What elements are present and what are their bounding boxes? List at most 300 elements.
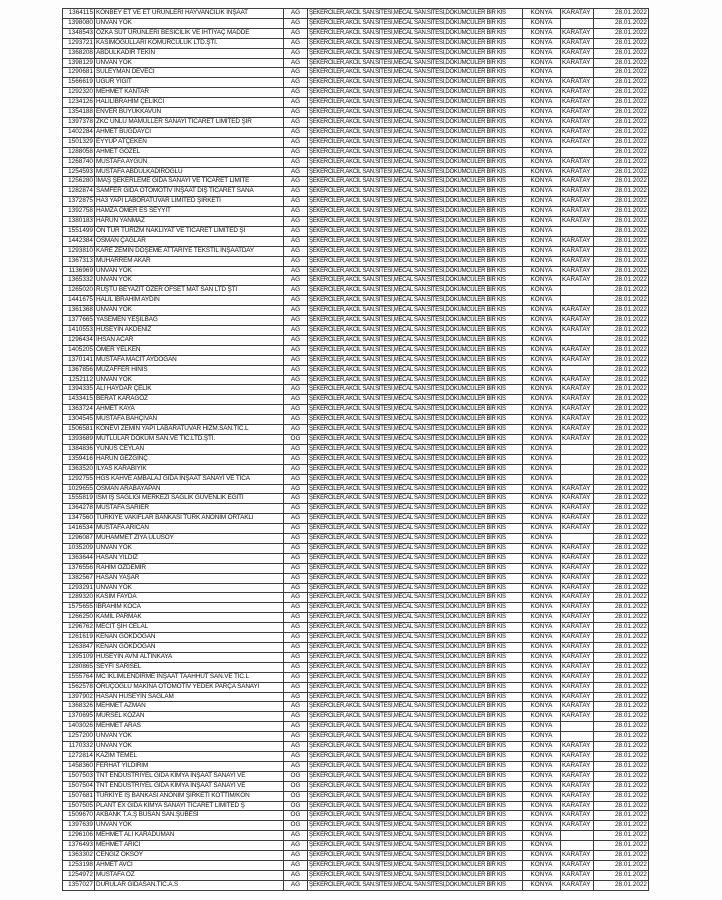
cell-code: AG [284, 742, 308, 752]
cell-code: AG [284, 266, 308, 276]
cell-district [561, 534, 594, 544]
cell-registry-id: 1403026 [63, 722, 95, 732]
cell-province: KONYA [523, 425, 561, 435]
cell-registry-id: 1289320 [63, 593, 95, 603]
cell-district: KARATAY [561, 682, 594, 692]
cell-province: KONYA [523, 415, 561, 425]
cell-code: AG [284, 365, 308, 375]
cell-code: AG [284, 415, 308, 425]
cell-district [561, 841, 594, 851]
cell-registry-id: 1263847 [63, 643, 95, 653]
cell-registry-id: 1441675 [63, 296, 95, 306]
cell-province: KONYA [523, 662, 561, 672]
cell-date: 28.01.2022 [594, 28, 649, 38]
cell-name: MECİT ŞIH CELAL [95, 623, 284, 633]
cell-province: KONYA [523, 553, 561, 563]
table-row [63, 187, 649, 197]
cell-district: KARATAY [561, 345, 594, 355]
cell-site: ŞEKERCİLER,AKCİL SAN.SİTESİ,MECAL SAN.SİTESİ,DÖKÜMCÜLER BİR KIS [308, 236, 523, 246]
cell-name: ÖN TUR TURİZM NAKLİYAT VE TİCARET LİMİTED Şİ [95, 226, 284, 236]
cell-code: AG [284, 38, 308, 48]
cell-name: HA3 YAPI LABORATUVAR LİMİTED ŞİRKETİ [95, 197, 284, 207]
cell-name: AHMET BUĞDAYCI [95, 127, 284, 137]
cell-name: KENAN GÖKDOĞAN [95, 633, 284, 643]
cell-name: HÜSEYİN AKDENİZ [95, 326, 284, 336]
cell-code: AG [284, 78, 308, 88]
cell-code: AG [284, 18, 308, 28]
cell-province: KONYA [523, 355, 561, 365]
cell-code: AG [284, 127, 308, 137]
table-row [63, 692, 649, 702]
cell-registry-id: 1136969 [63, 266, 95, 276]
cell-date: 28.01.2022 [594, 672, 649, 682]
cell-site: ŞEKERCİLER,AKCİL SAN.SİTESİ,MECAL SAN.SİTESİ,DÖKÜMCÜLER BİR KIS [308, 117, 523, 127]
cell-name: KENAN GÖKDOĞAN [95, 643, 284, 653]
cell-registry-id: 1410553 [63, 326, 95, 336]
cell-name: MEHMET ARICI [95, 841, 284, 851]
cell-province: KONYA [523, 58, 561, 68]
cell-registry-id: 1293810 [63, 246, 95, 256]
cell-registry-id: 1266250 [63, 613, 95, 623]
cell-registry-id: 1402284 [63, 127, 95, 137]
cell-date: 28.01.2022 [594, 157, 649, 167]
cell-district: KARATAY [561, 415, 594, 425]
cell-date: 28.01.2022 [594, 207, 649, 217]
cell-date: 28.01.2022 [594, 870, 649, 880]
cell-name: YUNUS CEYLAN [95, 444, 284, 454]
cell-name: TÜRKİYE İŞ BANKASI ANONİM ŞİRKETİ KOTTİM/KON [95, 791, 284, 801]
cell-site: ŞEKERCİLER,AKCİL SAN.SİTESİ,MECAL SAN.SİTESİ,DÖKÜMCÜLER BİR KIS [308, 474, 523, 484]
cell-date: 28.01.2022 [594, 306, 649, 316]
cell-site: ŞEKERCİLER,AKCİL SAN.SİTESİ,MECAL SAN.SİTESİ,DÖKÜMCÜLER BİR KIS [308, 563, 523, 573]
table-row [63, 296, 649, 306]
table-row [63, 38, 649, 48]
cell-name: PLANT EX GIDA KİMYA SANAYİ TİCARET LİMİTED Ş [95, 801, 284, 811]
cell-site: ŞEKERCİLER,AKCİL SAN.SİTESİ,MECAL SAN.SİTESİ,DÖKÜMCÜLER BİR KIS [308, 68, 523, 78]
cell-district: KARATAY [561, 9, 594, 19]
table-row [63, 246, 649, 256]
cell-name: UNVAN YOK [95, 732, 284, 742]
cell-date: 28.01.2022 [594, 266, 649, 276]
cell-name: MUSTAFA SARIER [95, 504, 284, 514]
cell-name: KASIM FAYDA [95, 593, 284, 603]
table-row [63, 484, 649, 494]
cell-registry-id: 1268740 [63, 157, 95, 167]
cell-site: ŞEKERCİLER,AKCİL SAN.SİTESİ,MECAL SAN.SİTESİ,DÖKÜMCÜLER BİR KIS [308, 276, 523, 286]
cell-province: KONYA [523, 851, 561, 861]
cell-province: KONYA [523, 98, 561, 108]
cell-registry-id: 1376493 [63, 841, 95, 851]
cell-date: 28.01.2022 [594, 831, 649, 841]
cell-site: ŞEKERCİLER,AKCİL SAN.SİTESİ,MECAL SAN.SİTESİ,DÖKÜMCÜLER BİR KIS [308, 296, 523, 306]
cell-name: MUSTAFA AYGÜN [95, 157, 284, 167]
cell-site: ŞEKERCİLER,AKCİL SAN.SİTESİ,MECAL SAN.SİTESİ,DÖKÜMCÜLER BİR KIS [308, 742, 523, 752]
cell-code: AG [284, 207, 308, 217]
cell-registry-id: 1416534 [63, 524, 95, 534]
cell-code: OG [284, 801, 308, 811]
cell-name: ENVER BÜYÜKKAVUN [95, 108, 284, 118]
cell-province: KONYA [523, 38, 561, 48]
cell-date: 28.01.2022 [594, 286, 649, 296]
table-row [63, 226, 649, 236]
cell-date: 28.01.2022 [594, 38, 649, 48]
cell-registry-id: 1397902 [63, 692, 95, 702]
cell-district: KARATAY [561, 256, 594, 266]
cell-site: ŞEKERCİLER,AKCİL SAN.SİTESİ,MECAL SAN.SİTESİ,DÖKÜMCÜLER BİR KIS [308, 603, 523, 613]
table-row [63, 88, 649, 98]
cell-registry-id: 1290681 [63, 68, 95, 78]
cell-name: SÜLEYMAN DEVECİ [95, 68, 284, 78]
cell-name: UNVAN YOK [95, 543, 284, 553]
cell-province: KONYA [523, 603, 561, 613]
table-row [63, 751, 649, 761]
cell-province: KONYA [523, 454, 561, 464]
cell-site: ŞEKERCİLER,AKCİL SAN.SİTESİ,MECAL SAN.SİTESİ,DÖKÜMCÜLER BİR KIS [308, 88, 523, 98]
cell-site: ŞEKERCİLER,AKCİL SAN.SİTESİ,MECAL SAN.SİTESİ,DÖKÜMCÜLER BİR KIS [308, 9, 523, 19]
cell-code: AG [284, 643, 308, 653]
cell-code: AG [284, 137, 308, 147]
cell-site: ŞEKERCİLER,AKCİL SAN.SİTESİ,MECAL SAN.SİTESİ,DÖKÜMCÜLER BİR KIS [308, 851, 523, 861]
cell-province: KONYA [523, 860, 561, 870]
cell-province: KONYA [523, 742, 561, 752]
cell-registry-id: 1256280 [63, 177, 95, 187]
cell-province: KONYA [523, 345, 561, 355]
cell-province: KONYA [523, 326, 561, 336]
cell-province: KONYA [523, 781, 561, 791]
cell-registry-id: 1370141 [63, 355, 95, 365]
cell-site: ŞEKERCİLER,AKCİL SAN.SİTESİ,MECAL SAN.SİTESİ,DÖKÜMCÜLER BİR KIS [308, 543, 523, 553]
cell-date: 28.01.2022 [594, 127, 649, 137]
cell-date: 28.01.2022 [594, 385, 649, 395]
table-row [63, 48, 649, 58]
cell-district: KARATAY [561, 98, 594, 108]
cell-district: KARATAY [561, 28, 594, 38]
cell-code: AG [284, 652, 308, 662]
cell-site: ŞEKERCİLER,AKCİL SAN.SİTESİ,MECAL SAN.SİTESİ,DÖKÜMCÜLER BİR KIS [308, 484, 523, 494]
table-row [63, 811, 649, 821]
cell-district: KARATAY [561, 633, 594, 643]
cell-province: KONYA [523, 9, 561, 19]
cell-district [561, 732, 594, 742]
cell-district: KARATAY [561, 236, 594, 246]
table-row [63, 58, 649, 68]
cell-registry-id: 1296762 [63, 623, 95, 633]
cell-date: 28.01.2022 [594, 68, 649, 78]
cell-registry-id: 1384836 [63, 444, 95, 454]
cell-province: KONYA [523, 583, 561, 593]
cell-name: KAZIM TEMEL [95, 751, 284, 761]
cell-date: 28.01.2022 [594, 425, 649, 435]
cell-code: AG [284, 504, 308, 514]
cell-date: 28.01.2022 [594, 375, 649, 385]
cell-province: KONYA [523, 811, 561, 821]
cell-code: AG [284, 117, 308, 127]
cell-date: 28.01.2022 [594, 613, 649, 623]
cell-province: KONYA [523, 246, 561, 256]
cell-district: KARATAY [561, 851, 594, 861]
cell-name: SEYFİ SARISEL [95, 662, 284, 672]
cell-code: AG [284, 841, 308, 851]
cell-name: KONBEY ET VE ET ÜRÜNLERİ HAYVANCILIK İNŞAAT [95, 9, 284, 19]
cell-district: KARATAY [561, 127, 594, 137]
cell-province: KONYA [523, 276, 561, 286]
cell-registry-id: 1363724 [63, 405, 95, 415]
table-row [63, 841, 649, 851]
cell-code: AG [284, 494, 308, 504]
cell-name: HARUN GEZGİNÇ [95, 454, 284, 464]
cell-code: AG [284, 167, 308, 177]
cell-site: ŞEKERCİLER,AKCİL SAN.SİTESİ,MECAL SAN.SİTESİ,DÖKÜMCÜLER BİR KIS [308, 444, 523, 454]
table-row [63, 444, 649, 454]
cell-date: 28.01.2022 [594, 108, 649, 118]
cell-date: 28.01.2022 [594, 633, 649, 643]
cell-registry-id: 1280865 [63, 662, 95, 672]
cell-name: FERHAT YILDIRIM [95, 761, 284, 771]
cell-registry-id: 1170332 [63, 742, 95, 752]
cell-date: 28.01.2022 [594, 434, 649, 444]
cell-site: ŞEKERCİLER,AKCİL SAN.SİTESİ,MECAL SAN.SİTESİ,DÖKÜMCÜLER BİR KIS [308, 801, 523, 811]
cell-name: MUHAMMET ZİYA ULUSOY [95, 534, 284, 544]
table-row [63, 761, 649, 771]
cell-registry-id: 1296434 [63, 335, 95, 345]
cell-code: AG [284, 256, 308, 266]
cell-date: 28.01.2022 [594, 732, 649, 742]
table-row [63, 643, 649, 653]
cell-code: AG [284, 236, 308, 246]
cell-name: UNVAN YOK [95, 821, 284, 831]
cell-district: KARATAY [561, 821, 594, 831]
table-row [63, 781, 649, 791]
cell-province: KONYA [523, 732, 561, 742]
table-row [63, 385, 649, 395]
cell-code: AG [284, 751, 308, 761]
cell-province: KONYA [523, 157, 561, 167]
cell-province: KONYA [523, 296, 561, 306]
cell-site: ŞEKERCİLER,AKCİL SAN.SİTESİ,MECAL SAN.SİTESİ,DÖKÜMCÜLER BİR KIS [308, 593, 523, 603]
cell-name: MUHARREM AKAR [95, 256, 284, 266]
cell-name: EYYÜP ATÇEKEN [95, 137, 284, 147]
cell-district: KARATAY [561, 48, 594, 58]
cell-site: ŞEKERCİLER,AKCİL SAN.SİTESİ,MECAL SAN.SİTESİ,DÖKÜMCÜLER BİR KIS [308, 682, 523, 692]
cell-site: ŞEKERCİLER,AKCİL SAN.SİTESİ,MECAL SAN.SİTESİ,DÖKÜMCÜLER BİR KIS [308, 316, 523, 326]
cell-district [561, 722, 594, 732]
cell-date: 28.01.2022 [594, 702, 649, 712]
cell-date: 28.01.2022 [594, 742, 649, 752]
cell-district: KARATAY [561, 880, 594, 890]
cell-code: OG [284, 781, 308, 791]
cell-name: HASAN HÜSEYİN SAĞLAM [95, 692, 284, 702]
cell-date: 28.01.2022 [594, 643, 649, 653]
cell-registry-id: 1405205 [63, 345, 95, 355]
cell-code: AG [284, 326, 308, 336]
cell-registry-id: 1367313 [63, 256, 95, 266]
cell-code: AG [284, 870, 308, 880]
table-row [63, 880, 649, 890]
table-row [63, 266, 649, 276]
cell-name: HASAN YAŞAR [95, 573, 284, 583]
cell-site: ŞEKERCİLER,AKCİL SAN.SİTESİ,MECAL SAN.SİTESİ,DÖKÜMCÜLER BİR KIS [308, 504, 523, 514]
cell-registry-id: 1507505 [63, 801, 95, 811]
cell-date: 28.01.2022 [594, 771, 649, 781]
cell-code: AG [284, 603, 308, 613]
cell-registry-id: 1395109 [63, 652, 95, 662]
cell-registry-id: 1377665 [63, 316, 95, 326]
cell-district [561, 464, 594, 474]
cell-date: 28.01.2022 [594, 197, 649, 207]
cell-registry-id: 1506581 [63, 425, 95, 435]
cell-name: HASAN YILDIZ [95, 553, 284, 563]
cell-district: KARATAY [561, 405, 594, 415]
cell-date: 28.01.2022 [594, 543, 649, 553]
cell-code: AG [284, 474, 308, 484]
cell-district: KARATAY [561, 108, 594, 118]
cell-date: 28.01.2022 [594, 851, 649, 861]
cell-site: ŞEKERCİLER,AKCİL SAN.SİTESİ,MECAL SAN.SİTESİ,DÖKÜMCÜLER BİR KIS [308, 335, 523, 345]
cell-registry-id: 1257200 [63, 732, 95, 742]
cell-province: KONYA [523, 652, 561, 662]
cell-registry-id: 1364115 [63, 9, 95, 19]
cell-site: ŞEKERCİLER,AKCİL SAN.SİTESİ,MECAL SAN.SİTESİ,DÖKÜMCÜLER BİR KIS [308, 385, 523, 395]
cell-name: MUTLULAR DÖKÜM SAN.VE TİC.LTD.ŞTİ. [95, 434, 284, 444]
cell-date: 28.01.2022 [594, 326, 649, 336]
cell-name: ZKC UNLU MAMÜLLER SANAYİ TİCARET LİMİTED ŞİR [95, 117, 284, 127]
cell-registry-id: 1507681 [63, 791, 95, 801]
table-row [63, 127, 649, 137]
cell-site: ŞEKERCİLER,AKCİL SAN.SİTESİ,MECAL SAN.SİTESİ,DÖKÜMCÜLER BİR KIS [308, 841, 523, 851]
cell-code: AG [284, 147, 308, 157]
cell-province: KONYA [523, 68, 561, 78]
cell-district: KARATAY [561, 187, 594, 197]
cell-name: UNVAN YOK [95, 58, 284, 68]
cell-code: OG [284, 791, 308, 801]
cell-district: KARATAY [561, 78, 594, 88]
table-row [63, 742, 649, 752]
cell-name: ABDULKADİR TEKİN [95, 48, 284, 58]
cell-name: ORUÇOĞLU MAKİNA OTOMOTİV YEDEK PARÇA SANAYİ [95, 682, 284, 692]
cell-date: 28.01.2022 [594, 514, 649, 524]
cell-registry-id: 1293721 [63, 38, 95, 48]
cell-code: AG [284, 514, 308, 524]
cell-province: KONYA [523, 672, 561, 682]
cell-registry-id: 1382567 [63, 573, 95, 583]
cell-code: AG [284, 28, 308, 38]
cell-name: UNVAN YOK [95, 742, 284, 752]
cell-date: 28.01.2022 [594, 454, 649, 464]
table-row [63, 682, 649, 692]
table-row [63, 494, 649, 504]
cell-date: 28.01.2022 [594, 415, 649, 425]
cell-district: KARATAY [561, 652, 594, 662]
cell-code: AG [284, 662, 308, 672]
table-row [63, 534, 649, 544]
cell-site: ŞEKERCİLER,AKCİL SAN.SİTESİ,MECAL SAN.SİTESİ,DÖKÜMCÜLER BİR KIS [308, 58, 523, 68]
cell-date: 28.01.2022 [594, 751, 649, 761]
cell-site: ŞEKERCİLER,AKCİL SAN.SİTESİ,MECAL SAN.SİTESİ,DÖKÜMCÜLER BİR KIS [308, 256, 523, 266]
cell-code: AG [284, 484, 308, 494]
cell-site: ŞEKERCİLER,AKCİL SAN.SİTESİ,MECAL SAN.SİTESİ,DÖKÜMCÜLER BİR KIS [308, 732, 523, 742]
cell-province: KONYA [523, 365, 561, 375]
cell-province: KONYA [523, 623, 561, 633]
cell-name: RAHİM ÖZDEMİR [95, 563, 284, 573]
cell-date: 28.01.2022 [594, 335, 649, 345]
cell-name: HGS KAHVE AMBALAJ GIDA İNŞAAT SANAYİ VE TİCA [95, 474, 284, 484]
cell-district: KARATAY [561, 385, 594, 395]
table-row [63, 306, 649, 316]
cell-code: AG [284, 197, 308, 207]
cell-site: ŞEKERCİLER,AKCİL SAN.SİTESİ,MECAL SAN.SİTESİ,DÖKÜMCÜLER BİR KIS [308, 38, 523, 48]
cell-registry-id: 1392758 [63, 207, 95, 217]
table-row [63, 771, 649, 781]
table-row [63, 236, 649, 246]
cell-name: BERAT KARAGÖZ [95, 395, 284, 405]
cell-name: ALİ HAYDAR ÇELİK [95, 385, 284, 395]
table-row [63, 177, 649, 187]
cell-name: RÜŞTÜ BEYAZİT ÖZER OFSET MAT SAN LTD ŞTİ [95, 286, 284, 296]
cell-site: ŞEKERCİLER,AKCİL SAN.SİTESİ,MECAL SAN.SİTESİ,DÖKÜMCÜLER BİR KIS [308, 345, 523, 355]
cell-date: 28.01.2022 [594, 583, 649, 593]
cell-code: AG [284, 633, 308, 643]
cell-name: MEHMET KANTAR [95, 88, 284, 98]
cell-date: 28.01.2022 [594, 246, 649, 256]
cell-date: 28.01.2022 [594, 276, 649, 286]
cell-date: 28.01.2022 [594, 811, 649, 821]
cell-site: ŞEKERCİLER,AKCİL SAN.SİTESİ,MECAL SAN.SİTESİ,DÖKÜMCÜLER BİR KIS [308, 127, 523, 137]
cell-name: KAMİL PARMAK [95, 613, 284, 623]
cell-district: KARATAY [561, 434, 594, 444]
cell-district [561, 226, 594, 236]
cell-district: KARATAY [561, 583, 594, 593]
cell-site: ŞEKERCİLER,AKCİL SAN.SİTESİ,MECAL SAN.SİTESİ,DÖKÜMCÜLER BİR KIS [308, 722, 523, 732]
table-row [63, 147, 649, 157]
cell-code: OG [284, 821, 308, 831]
cell-province: KONYA [523, 633, 561, 643]
cell-date: 28.01.2022 [594, 345, 649, 355]
cell-site: ŞEKERCİLER,AKCİL SAN.SİTESİ,MECAL SAN.SİTESİ,DÖKÜMCÜLER BİR KIS [308, 365, 523, 375]
cell-name: UNVAN YOK [95, 276, 284, 286]
cell-province: KONYA [523, 266, 561, 276]
cell-registry-id: 1367856 [63, 365, 95, 375]
cell-registry-id: 1397639 [63, 821, 95, 831]
table-row [63, 870, 649, 880]
cell-code: AG [284, 732, 308, 742]
cell-name: MEHMET ALİ KARADUMAN [95, 831, 284, 841]
cell-province: KONYA [523, 692, 561, 702]
table-row [63, 167, 649, 177]
cell-district [561, 474, 594, 484]
cell-registry-id: 1363520 [63, 464, 95, 474]
table-row [63, 316, 649, 326]
table-row [63, 524, 649, 534]
cell-district: KARATAY [561, 524, 594, 534]
table-row [63, 851, 649, 861]
cell-site: ŞEKERCİLER,AKCİL SAN.SİTESİ,MECAL SAN.SİTESİ,DÖKÜMCÜLER BİR KIS [308, 613, 523, 623]
cell-registry-id: 1272814 [63, 751, 95, 761]
cell-code: AG [284, 593, 308, 603]
table-row [63, 415, 649, 425]
cell-site: ŞEKERCİLER,AKCİL SAN.SİTESİ,MECAL SAN.SİTESİ,DÖKÜMCÜLER BİR KIS [308, 48, 523, 58]
cell-site: ŞEKERCİLER,AKCİL SAN.SİTESİ,MECAL SAN.SİTESİ,DÖKÜMCÜLER BİR KIS [308, 207, 523, 217]
cell-district: KARATAY [561, 266, 594, 276]
table-row [63, 722, 649, 732]
cell-name: HARUN YANMAZ [95, 217, 284, 227]
cell-site: ŞEKERCİLER,AKCİL SAN.SİTESİ,MECAL SAN.SİTESİ,DÖKÜMCÜLER BİR KIS [308, 662, 523, 672]
cell-site: ŞEKERCİLER,AKCİL SAN.SİTESİ,MECAL SAN.SİTESİ,DÖKÜMCÜLER BİR KIS [308, 771, 523, 781]
cell-date: 28.01.2022 [594, 880, 649, 890]
cell-province: KONYA [523, 751, 561, 761]
cell-district: KARATAY [561, 484, 594, 494]
cell-registry-id: 1296087 [63, 534, 95, 544]
table-row [63, 732, 649, 742]
